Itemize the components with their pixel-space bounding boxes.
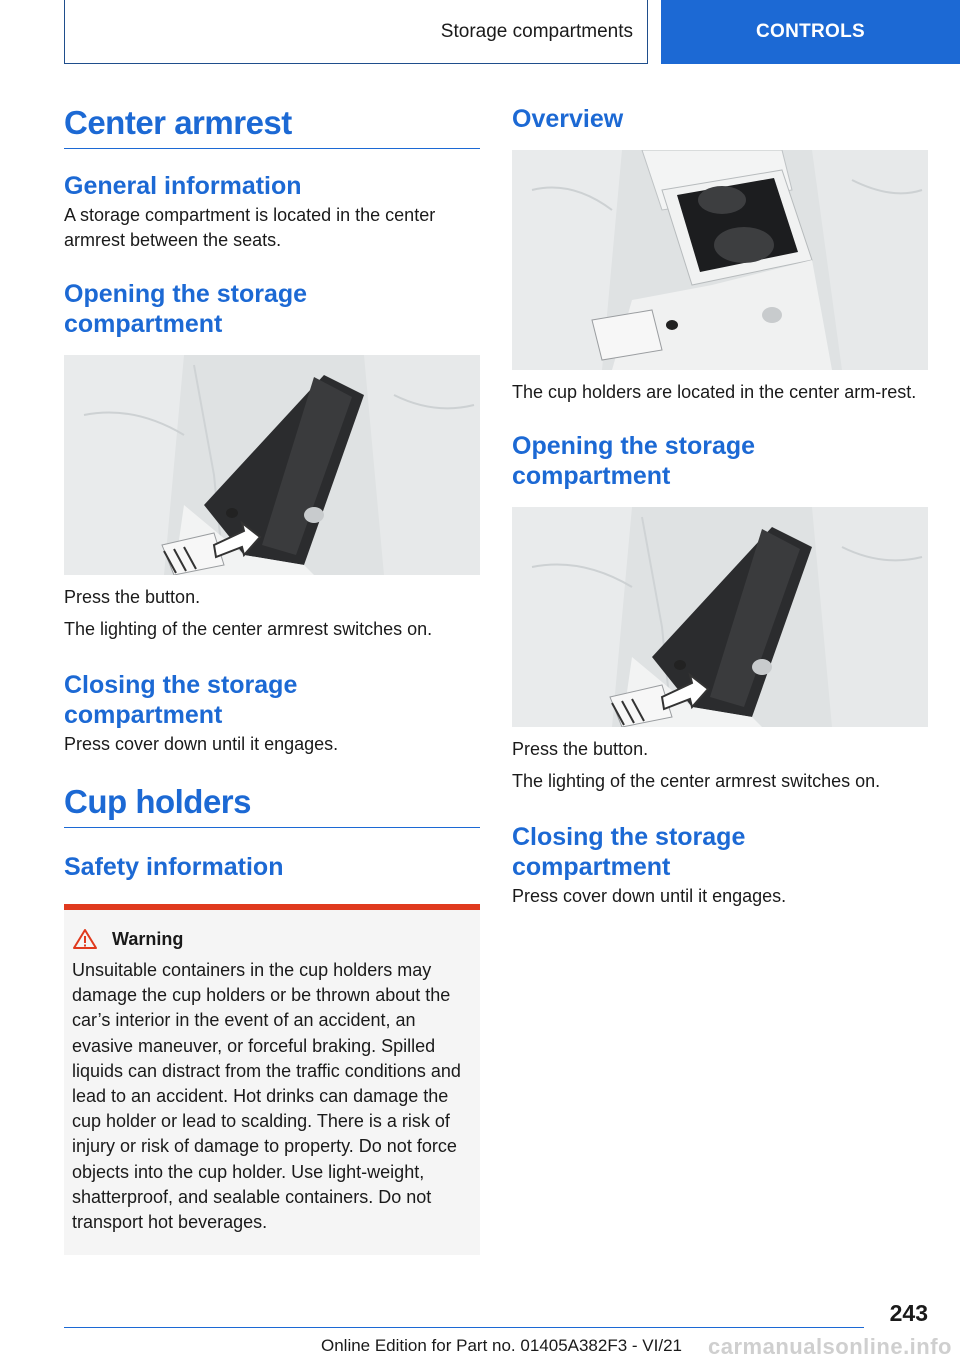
left-column (64, 96, 480, 1255)
heading-closing-storage-right: Closing the storage compartment (512, 823, 746, 881)
heading-general-information: General information (64, 172, 302, 200)
heading-closing-storage: Closing the storage compartment (64, 671, 298, 729)
paragraph-close-cover-right: Press cover down until it engages. (512, 886, 787, 906)
cup-holders-heading-block (64, 783, 480, 828)
warning-triangle-icon (72, 928, 98, 950)
warning-title: Warning (112, 928, 184, 949)
heading-opening-storage: Opening the storage compartment (64, 280, 308, 338)
heading-safety-information: Safety information (64, 853, 284, 881)
warning-box (64, 904, 480, 1255)
heading-opening-storage-right: Opening the storage compartment (512, 432, 756, 490)
warning-text: Unsuitable containers in the cup holders may damage the cup holders or be thrown about the car’s interior in the event of an accident, an evasive maneuver, or forceful braking. Spilled liquids can distract from the traffic conditions and lead to an accident. Hot drinks can damage the cup holder or lead to scalding. There is a risk of injury or risk of damage to property. Do not force objects into the cup holder. Use light-weight, shatterproof, and sealable containers. Do not transport hot beverages. (72, 960, 461, 1233)
heading-overview: Overview (512, 105, 624, 133)
paragraph-press-button: Press the button. (64, 587, 201, 607)
warning-content (64, 910, 480, 1255)
header-chapter-tab (661, 0, 960, 64)
footer-edition: Online Edition for Part no. 01405A382F3 - VI/21 (320, 1336, 682, 1355)
header-section-box (64, 0, 648, 64)
cup-holders-open-illustration (512, 150, 928, 370)
paragraph-lighting: The lighting of the center armrest switches on. (64, 619, 433, 639)
page-number: 243 (889, 1300, 928, 1326)
center-armrest-heading-block (64, 104, 480, 149)
heading-center-armrest: Center armrest (64, 104, 292, 141)
warning-title-row (72, 928, 472, 950)
heading-cup-holders: Cup holders (64, 783, 252, 820)
paragraph-general-information: A storage compartment is located in the center armrest between the seats. (64, 205, 436, 250)
paragraph-close-cover: Press cover down until it engages. (64, 734, 339, 754)
header-chapter-title: CONTROLS (755, 21, 865, 42)
right-column (512, 96, 928, 909)
paragraph-overview: The cup holders are located in the center arm-rest. (512, 382, 917, 402)
footer-rule (64, 1327, 864, 1328)
armrest-closed-illustration-right (512, 507, 928, 727)
paragraph-press-button-right: Press the button. (512, 739, 649, 759)
armrest-closed-illustration (64, 355, 480, 575)
header-section-title: Storage compartments (440, 20, 633, 42)
watermark: carmanualsonline.info (708, 1334, 952, 1359)
paragraph-lighting-right: The lighting of the center armrest switches on. (512, 771, 881, 791)
